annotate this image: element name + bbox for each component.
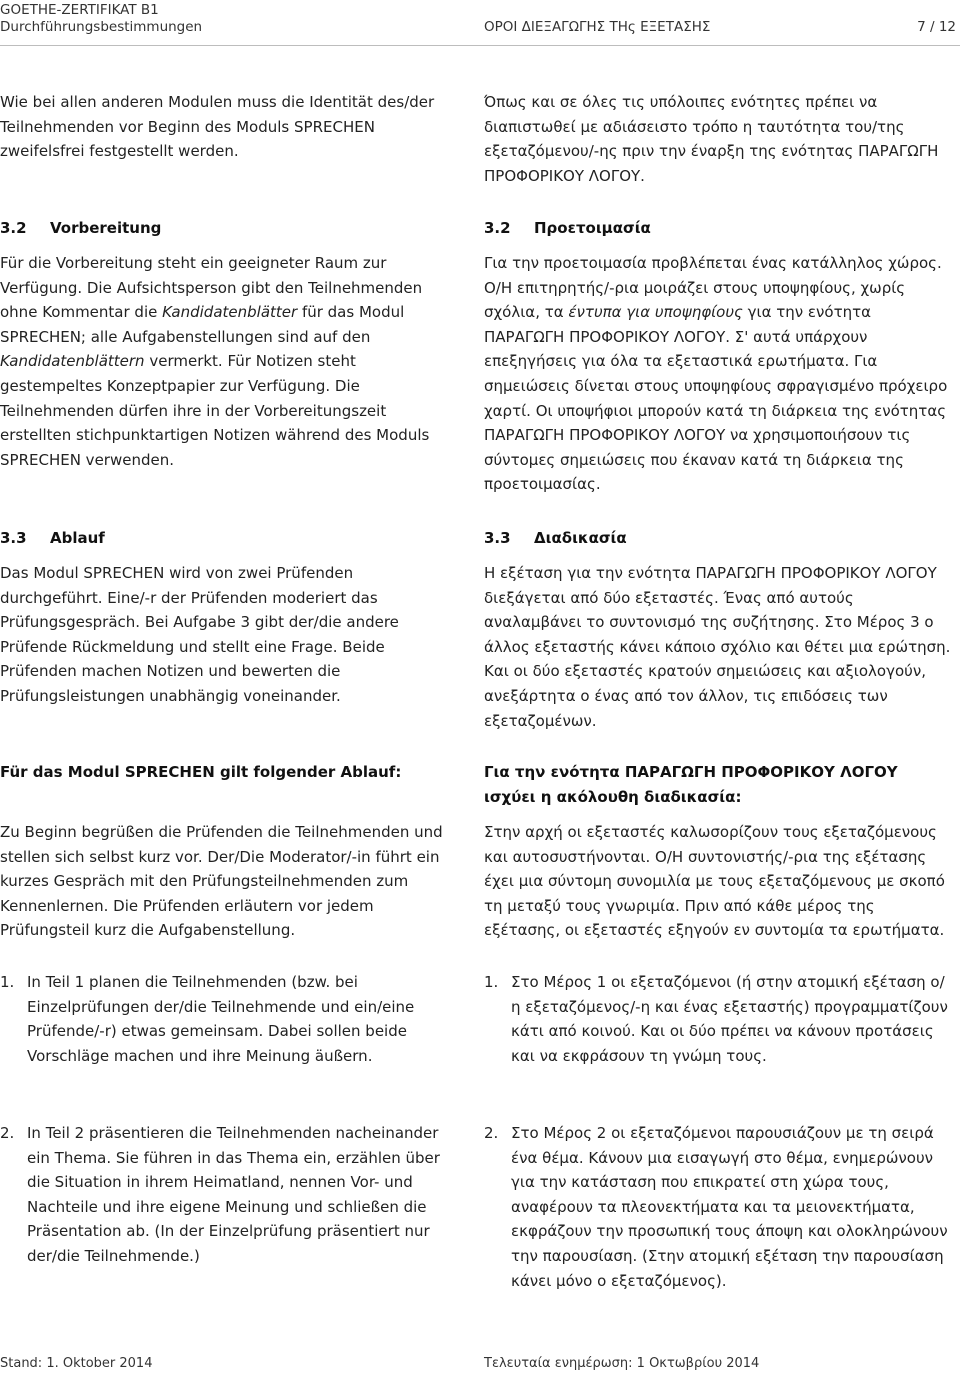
- document-title-de: Durchführungsbestimmungen: [0, 19, 203, 35]
- section-heading-de-3-3: [0, 526, 105, 551]
- section-heading-el-3-2: [484, 216, 651, 241]
- section-title: Ablauf: [50, 529, 105, 547]
- section-body-el-3-2: Για την προετοιμασία προβλέπεται ένας κατάλληλος χώρος. Ο/Η επιτηρητής/-ρια μοιράζει στους υποψηφίους, χωρίς σχόλια, τα έντυπα για υποψηφίους για την ενότητα ΠΑΡΑΓΩΓΗ ΠΡΟΦΟΡΙΚΟΥ ΛΟΓΟΥ. Σ' αυτά υπάρχουν επεξηγήσεις για όλα τα εξεταστικά ερωτήματα. Για σημειώσεις δίνεται στους υποψηφίους σφραγισμένο πρόχειρο χαρτί. Οι υποψήφιοι μπορούν κατά τη διάρκεια της ενότητας ΠΑΡΑΓΩΓΗ ΠΡΟΦΟΡΙΚΟΥ ΛΟΓΟΥ να χρησιμοποιήσουν τις σύντομες σημειώσεις που έκαναν κατά τη διάρκεια της προετοιμασίας.: [484, 254, 948, 494]
- footer-date-el: Τελευταία ενημέρωση: 1 Οκτωβρίου 2014: [484, 1356, 760, 1371]
- document-title-el: ΟΡΟΙ ΔΙΕΞΑΓΩΓΗΣ ΤΗς ΕΞΕΤΑΣΗΣ: [484, 19, 711, 35]
- footer-date-de: Stand: 1. Oktober 2014: [0, 1356, 153, 1371]
- section-title: Vorbereitung: [50, 219, 162, 237]
- section-heading-de-3-2: [0, 216, 161, 241]
- section-body-de-3-3: Das Modul SPRECHEN wird von zwei Prüfenden durchgeführt. Eine/-r der Prüfenden moderiert das Prüfungsgespräch. Bei Aufgabe 3 gibt der/die andere Prüfende Rückmeldung und stellt eine Frage. Beide Prüfenden machen Notizen und bewerten die Prüfungsleistungen unabhängig voneinander.: [0, 564, 399, 705]
- list-item-de-1: 1. In Teil 1 planen die Teilnehmenden (bzw. bei Einzelprüfungen der/die Teilnehmende und ein/eine Prüfende/-r) etwas gemeinsam. Dabei sollen beide Vorschläge machen und ihre Meinung äußern.: [0, 973, 415, 1065]
- list-item-el-1: 1. Στο Μέρος 1 οι εξεταζόμενοι (ή στην ατομική εξέταση ο/η εξεταζόμενος/-η και ένας εξεταστής) προγραμματίζουν κάτι από κοινού. Και οι δύο πρέπει να κάνουν προτάσεις και να εκφράσουν τη γνώμη τους.: [484, 973, 948, 1065]
- section-title: Προετοιμασία: [534, 219, 651, 237]
- section-title: Διαδικασία: [534, 529, 627, 547]
- section-number: 3.2: [0, 219, 27, 237]
- header-divider: [0, 45, 960, 46]
- list-item-de-2: 2. In Teil 2 präsentieren die Teilnehmenden nacheinander ein Thema. Sie führen in das Thema ein, erzählen über die Situation in ihrem Heimatland, nennen Vor- und Nachteile und ihre eigene Meinung und schließen die Präsentation ab. (In der Einzelprüfung präsentiert nur der/die Teilnehmende.): [0, 1124, 440, 1265]
- section-body-de-3-2: Für die Vorbereitung steht ein geeigneter Raum zur Verfügung. Die Aufsichtsperson gibt den Teilnehmenden ohne Kommentar die Kandidatenblätter für das Modul SPRECHEN; alle Aufgabenstellungen sind auf den Kandidatenblättern vermerkt. Für Notizen steht gestempeltes Konzeptpapier zur Verfügung. Die Teilnehmenden dürfen ihre in der Vorbereitungszeit erstellten stichpunktartigen Notizen während des Moduls SPRECHEN verwenden.: [0, 254, 430, 469]
- procedure-intro-el: Στην αρχή οι εξεταστές καλωσορίζουν τους εξεταζόμενους και αυτοσυστήνονται. Ο/Η συντονιστής/-ρια της εξέτασης έχει μια σύντομη συνομιλία με τους εξεταζόμενους με σκοπό τη μεταξύ τους γνωριμία. Πριν από κάθε μέρος της εξέτασης, οι εξεταστές εξηγούν εν συντομία τα ερωτήματα.: [484, 823, 945, 940]
- page-number: 7 / 12: [917, 19, 956, 35]
- section-body-el-3-3: Η εξέταση για την ενότητα ΠΑΡΑΓΩΓΗ ΠΡΟΦΟΡΙΚΟΥ ΛΟΓΟΥ διεξάγεται από δύο εξεταστές. Ένας από αυτούς αναλαμβάνει το συντονισμό της συζήτησης. Στο Μέρος 3 ο άλλος εξεταστής κάνει κάποιο σχόλιο και θέτει μια ερώτηση. Και οι δύο εξεταστές κρατούν σημειώσεις και αξιολογούν, ανεξάρτητα ο ένας από τον άλλον, τις επιδόσεις των εξεταζομένων.: [484, 564, 951, 730]
- section-number: 3.3: [0, 529, 27, 547]
- procedure-heading-el: Για την ενότητα ΠΑΡΑΓΩΓΗ ΠΡΟΦΟΡΙΚΟΥ ΛΟΓΟΥ ισχύει η ακόλουθη διαδικασία:: [484, 763, 898, 806]
- section-number: 3.3: [484, 529, 511, 547]
- procedure-intro-de: Zu Beginn begrüßen die Prüfenden die Teilnehmenden und stellen sich selbst kurz vor. Der/Die Moderator/-in führt ein kurzes Gespräch mit den Prüfungsteilnehmenden zum Kennenlernen. Die Prüfenden erläutern vor jedem Prüfungsteil kurz die Aufgabenstellung.: [0, 823, 443, 940]
- list-item-el-2: 2. Στο Μέρος 2 οι εξεταζόμενοι παρουσιάζουν με τη σειρά ένα θέμα. Κάνουν μια εισαγωγή στο θέμα, ενημερώνουν για την κατάσταση που επικρατεί στη χώρα τους, αναφέρουν τα πλεονεκτήματα και τα μειονεκτήματα, εκφράζουν την προσωπική τους άποψη και ολοκληρώνουν την παρουσίαση. (Στην ατομική εξέταση την παρουσίαση κάνει μόνο ο εξεταζόμενος).: [484, 1124, 948, 1290]
- section-number: 3.2: [484, 219, 511, 237]
- intro-de: Wie bei allen anderen Modulen muss die Identität des/der Teilnehmenden vor Beginn des Moduls SPRECHEN zweifelsfrei festgestellt werden.: [0, 93, 435, 161]
- section-heading-el-3-3: [484, 526, 627, 551]
- intro-el: Όπως και σε όλες τις υπόλοιπες ενότητες πρέπει να διαπιστωθεί με αδιάσειστο τρόπο η ταυτότητα του/της εξεταζόμενου/-ης πριν την έναρξη της ενότητας ΠΑΡΑΓΩΓΗ ΠΡΟΦΟΡΙΚΟΥ ΛΟΓΟΥ.: [484, 93, 939, 185]
- certificate-title: GOETHE-ZERTIFIKAT B1: [0, 2, 159, 18]
- procedure-heading-de: Für das Modul SPRECHEN gilt folgender Ablauf:: [0, 763, 402, 781]
